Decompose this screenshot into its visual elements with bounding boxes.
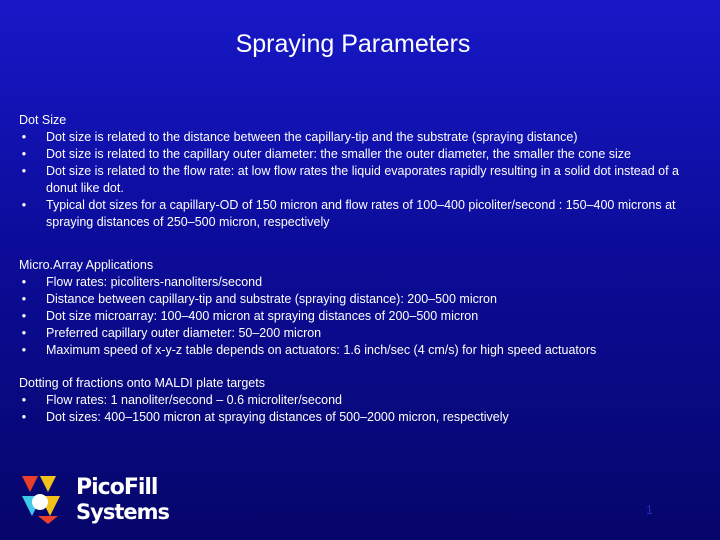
logo-yellow-triangle [40,476,56,492]
section-dot-size [19,112,709,231]
bullet-text: Distance between capillary-tip and substrate (spraying distance): 200–500 micron [46,292,497,306]
page-number: 1 [646,503,653,517]
list-item [19,163,709,197]
logo-red-triangle [22,476,38,492]
bullet-text: Dot size is related to the capillary outer diameter: the smaller the outer diameter, the smaller the cone size [46,147,632,161]
bullet-icon: • [21,164,27,178]
section-microarray-applications [19,257,709,359]
list-item [19,342,709,359]
section-maldi-dotting [19,375,709,426]
bullet-icon: • [21,393,27,407]
bullet-text: Maximum speed of x-y-z table depends on actuators: 1.6 inch/sec (4 cm/s) for high speed actuators [46,343,597,357]
bullet-icon: • [21,130,27,144]
list-item [19,291,709,308]
bullet-text: Flow rates: 1 nanoliter/second – 0.6 microliter/second [46,393,342,407]
list-item [19,146,709,163]
list-item [19,409,709,426]
section-heading: Dot Size [19,113,67,127]
bullet-icon: • [21,292,27,306]
logo-red-triangle-2 [38,516,58,524]
bullet-text: Flow rates: picoliters-nanoliters/second [46,275,263,289]
logo-text-line2: Systems [76,500,169,524]
list-item [19,392,709,409]
bullet-text: Typical dot sizes for a capillary-OD of 150 micron and flow rates of 100–400 picoliter/second : 150–400 microns at spraying distances of 250–500 micron, respectively [46,198,676,229]
bullet-icon: • [21,343,27,357]
bullet-icon: • [21,275,27,289]
picofill-logo [18,472,169,528]
bullet-icon: • [21,326,27,340]
list-item [19,308,709,325]
list-item [19,274,709,291]
bullet-icon: • [21,309,27,323]
section-heading: Micro.Array Applications [19,258,154,272]
bullet-text: Dot size microarray: 100–400 micron at spraying distances of 200–500 micron [46,309,479,323]
logo-mark-icon [18,472,78,528]
bullet-list [19,274,709,359]
list-item [19,197,709,231]
logo-text-line1: PicoFill [76,475,158,500]
bullet-icon: • [21,198,27,212]
bullet-list [19,129,709,231]
bullet-text: Preferred capillary outer diameter: 50–200 micron [46,326,322,340]
list-item [19,325,709,342]
bullet-text: Dot size is related to the distance between the capillary-tip and the substrate (spraying distance) [46,130,578,144]
bullet-text: Dot sizes: 400–1500 micron at spraying distances of 500–2000 micron, respectively [46,410,509,424]
bullet-text: Dot size is related to the flow rate: at low flow rates the liquid evaporates rapidly resulting in a solid dot instead of a donut like dot. [46,164,679,195]
list-item [19,129,709,146]
bullet-list [19,392,709,426]
slide-title: Spraying Parameters [235,30,471,58]
section-heading: Dotting of fractions onto MALDI plate targets [19,376,265,390]
bullet-icon: • [21,147,27,161]
bullet-icon: • [21,410,27,424]
logo-white-drop [32,494,48,510]
